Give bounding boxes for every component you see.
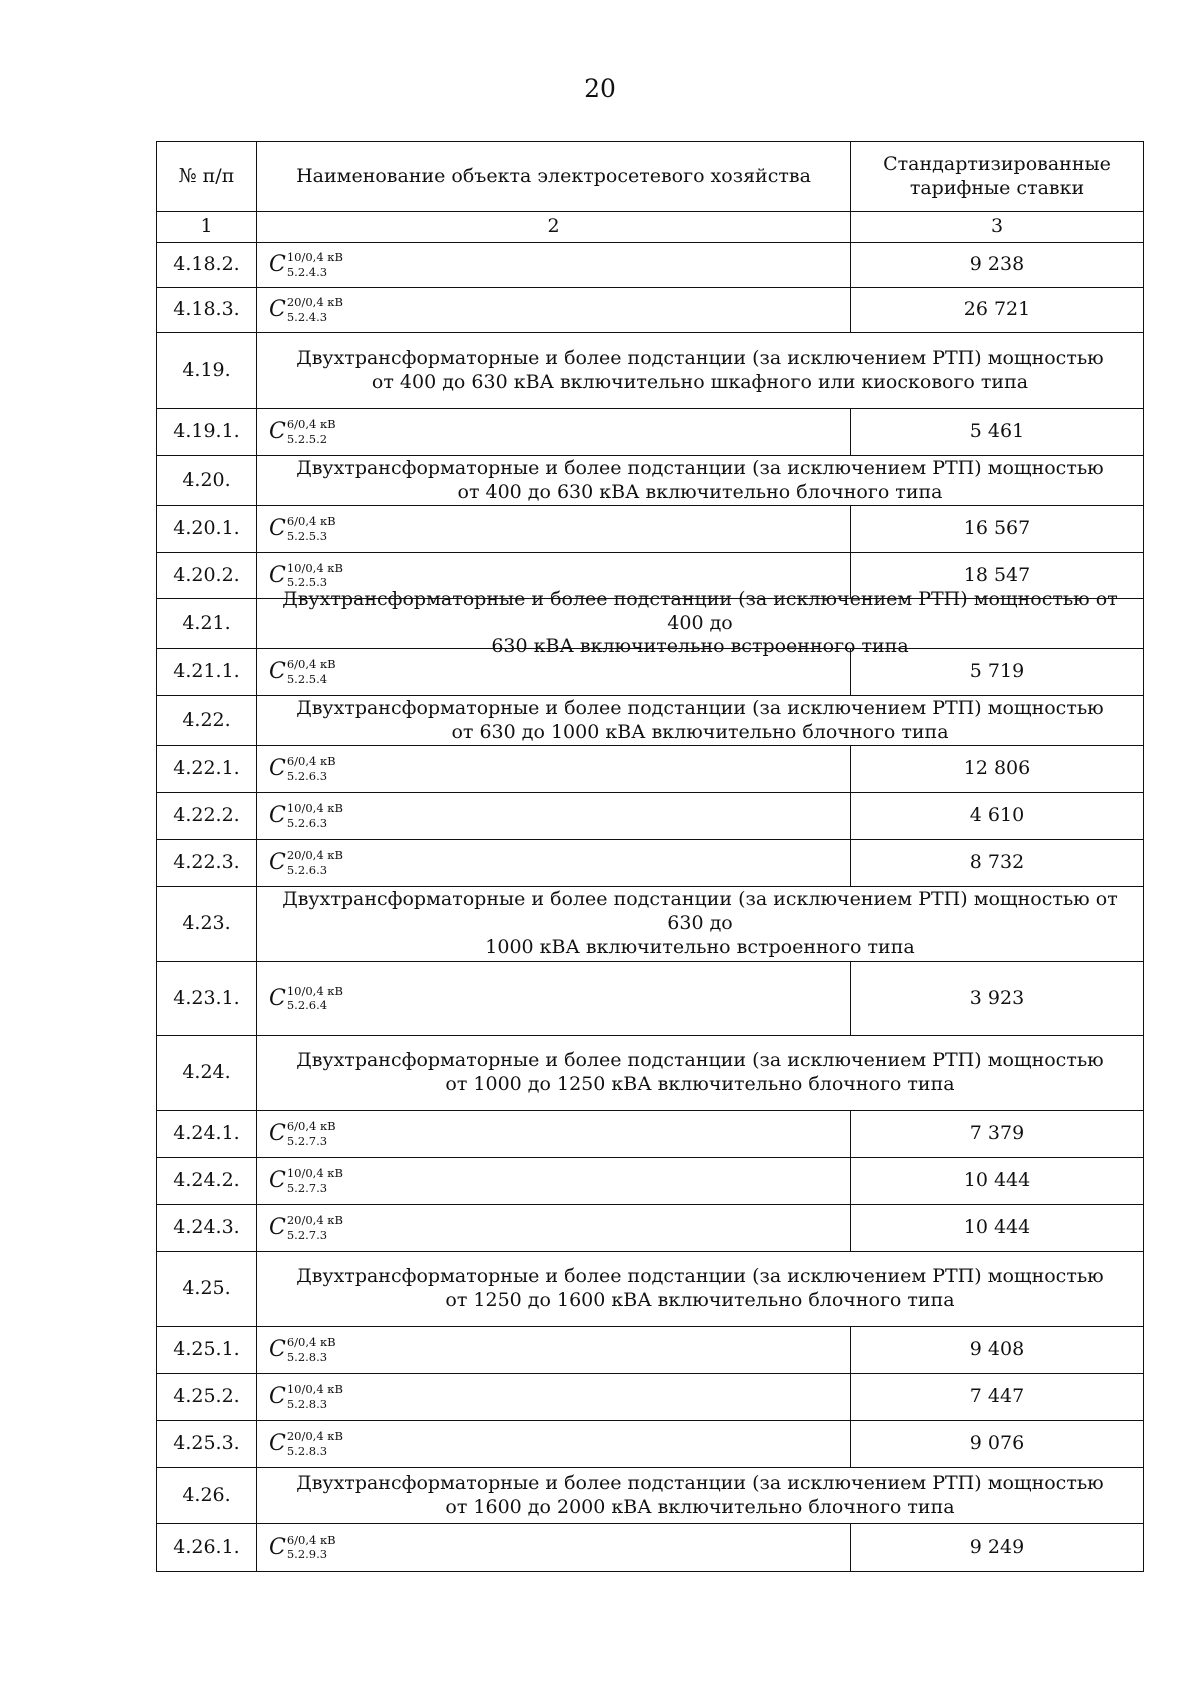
- formula-superscript: 10/0,4 кВ: [286, 560, 343, 575]
- formula-subscript: 5.2.8.3: [286, 1443, 328, 1458]
- formula-superscript: 10/0,4 кВ: [286, 801, 343, 815]
- tariff-formula-cell: [257, 409, 851, 455]
- formula-superscript: 10/0,4 кВ: [286, 1382, 343, 1396]
- table-row: [157, 1374, 1143, 1421]
- formula-subscript: 5.2.7.3: [286, 1180, 328, 1195]
- formula-indices: [286, 983, 343, 1012]
- tariff-value: 9 076: [969, 1432, 1025, 1455]
- row-number: 4.18.3.: [157, 288, 257, 332]
- formula-symbol: C: [269, 252, 286, 277]
- formula-symbol: C: [269, 1384, 286, 1409]
- row-number: 4.19.1.: [157, 409, 257, 455]
- formula-indices: [287, 850, 343, 876]
- formula-indices: [286, 560, 343, 589]
- section-row: [157, 1252, 1143, 1327]
- tariff-formula: [269, 516, 336, 542]
- tariff-formula: [269, 560, 343, 589]
- tariff-formula-cell: [257, 1524, 851, 1571]
- formula-symbol: C: [269, 1121, 286, 1146]
- header-tariff-line1: Стандартизированные: [883, 152, 1111, 175]
- tariff-formula-cell: [257, 1327, 851, 1373]
- tariff-table: [156, 141, 1144, 1572]
- header-object-name: Наименование объекта электросетевого хозяйства: [257, 142, 851, 211]
- formula-subscript: 5.2.5.4: [286, 671, 328, 686]
- tariff-formula-cell: [257, 840, 851, 886]
- formula-indices: [286, 1532, 336, 1561]
- row-number: 4.21.: [157, 599, 257, 648]
- tariff-formula: [269, 1384, 343, 1410]
- tariff-formula-cell: [257, 288, 851, 332]
- formula-superscript: 6/0,4 кВ: [286, 754, 336, 768]
- formula-symbol: C: [269, 516, 286, 541]
- formula-indices: [287, 1215, 343, 1241]
- row-number: 4.24.: [157, 1036, 257, 1110]
- table-row: [157, 962, 1143, 1036]
- table-row: [157, 793, 1143, 840]
- formula-indices: [287, 1168, 343, 1194]
- section-title-line2: от 1600 до 2000 кВА включительно блочного типа: [445, 1495, 955, 1518]
- tariff-formula: [269, 419, 336, 445]
- section-title-line1: Двухтрансформаторные и более подстанции (за исключением РТП) мощностью: [296, 1471, 1104, 1494]
- row-number: 4.21.1.: [157, 649, 257, 695]
- formula-superscript: 6/0,4 кВ: [286, 1532, 336, 1547]
- tariff-formula-cell: [257, 793, 851, 839]
- formula-indices: [287, 1121, 336, 1147]
- formula-indices: [287, 1337, 336, 1363]
- header-tariff-rates: [851, 142, 1143, 211]
- tariff-value: 26 721: [963, 298, 1031, 321]
- tariff-formula-cell: [257, 649, 851, 695]
- row-number: 4.24.3.: [157, 1205, 257, 1251]
- formula-subscript: 5.2.4.3: [286, 264, 328, 279]
- table-row: [157, 288, 1143, 333]
- column-number-1: 1: [157, 212, 257, 242]
- header-tariff-line2: тарифные ставки: [909, 176, 1085, 199]
- row-number: 4.22.: [157, 696, 257, 745]
- section-title-line1: Двухтрансформаторные и более подстанции (за исключением РТП) мощностью: [296, 346, 1104, 369]
- table-row: [157, 243, 1143, 288]
- section-title-line2: 630 кВА включительно встроенного типа: [491, 635, 909, 658]
- table-row: [157, 746, 1143, 793]
- formula-subscript: 5.2.6.4: [286, 998, 328, 1012]
- formula-superscript: 10/0,4 кВ: [286, 250, 343, 264]
- tariff-value: 5 719: [969, 660, 1025, 683]
- tariff-formula: [269, 1215, 343, 1241]
- formula-superscript: 10/0,4 кВ: [286, 983, 343, 998]
- column-number-3: 3: [990, 215, 1004, 238]
- formula-subscript: 5.2.5.2: [286, 431, 328, 446]
- formula-superscript: 20/0,4 кВ: [286, 295, 343, 309]
- row-number: 4.25.3.: [157, 1421, 257, 1467]
- tariff-formula-cell: [257, 1158, 851, 1204]
- tariff-value: 10 444: [963, 1216, 1031, 1239]
- formula-symbol: C: [269, 1168, 286, 1193]
- section-title: [257, 1252, 1143, 1326]
- formula-subscript: 5.2.9.3: [286, 1547, 328, 1561]
- column-number-2: 2: [257, 212, 851, 242]
- table-header-row: [157, 142, 1143, 212]
- tariff-value: 18 547: [963, 563, 1031, 586]
- row-number: 4.22.1.: [157, 746, 257, 792]
- tariff-value: 9 249: [969, 1535, 1025, 1558]
- table-row: [157, 1524, 1143, 1571]
- formula-symbol: C: [269, 419, 286, 444]
- table-row: [157, 840, 1143, 887]
- formula-subscript: 5.2.7.3: [286, 1133, 328, 1148]
- formula-subscript: 5.2.6.3: [286, 862, 328, 877]
- table-row: [157, 649, 1143, 696]
- formula-superscript: 20/0,4 кВ: [286, 1429, 343, 1443]
- formula-superscript: 6/0,4 кВ: [286, 417, 336, 431]
- row-number: 4.23.1.: [157, 962, 257, 1035]
- row-number: 4.22.3.: [157, 840, 257, 886]
- row-number: 4.25.2.: [157, 1374, 257, 1420]
- section-title-line2: от 630 до 1000 кВА включительно блочного типа: [451, 720, 949, 743]
- formula-subscript: 5.2.7.3: [286, 1227, 328, 1242]
- tariff-formula: [269, 850, 343, 876]
- section-title: [257, 696, 1143, 745]
- formula-superscript: 6/0,4 кВ: [286, 657, 336, 671]
- section-title-line1: Двухтрансформаторные и более подстанции (за исключением РТП) мощностью: [296, 1265, 1104, 1288]
- section-title-line2: 1000 кВА включительно встроенного типа: [485, 935, 915, 958]
- formula-symbol: C: [269, 1215, 286, 1240]
- tariff-formula-cell: [257, 1205, 851, 1251]
- section-row: [157, 456, 1143, 506]
- formula-symbol: C: [269, 562, 286, 588]
- tariff-value: 10 444: [963, 1169, 1031, 1192]
- formula-subscript: 5.2.8.3: [286, 1349, 328, 1364]
- table-row: [157, 1421, 1143, 1468]
- tariff-formula-cell: [257, 1421, 851, 1467]
- formula-symbol: C: [269, 756, 286, 781]
- tariff-value: 9 238: [969, 253, 1025, 276]
- formula-indices: [287, 516, 336, 542]
- formula-subscript: 5.2.6.3: [286, 768, 328, 783]
- section-title: [257, 333, 1143, 408]
- tariff-formula: [269, 252, 343, 278]
- formula-subscript: 5.2.5.3: [286, 528, 328, 543]
- section-title-line2: от 400 до 630 кВА включительно блочного типа: [457, 480, 943, 503]
- row-number: 4.19.: [157, 333, 257, 408]
- tariff-value: 5 461: [969, 420, 1025, 443]
- formula-subscript: 5.2.5.3: [286, 575, 328, 589]
- tariff-formula: [269, 297, 343, 323]
- formula-superscript: 10/0,4 кВ: [286, 1166, 343, 1180]
- tariff-value: 7 447: [969, 1385, 1025, 1408]
- formula-indices: [287, 1384, 343, 1410]
- table-row: [157, 1111, 1143, 1158]
- row-number: 4.26.: [157, 1468, 257, 1523]
- tariff-formula-cell: [257, 506, 851, 552]
- formula-superscript: 6/0,4 кВ: [286, 1119, 336, 1133]
- formula-symbol: C: [269, 1534, 286, 1560]
- formula-superscript: 20/0,4 кВ: [286, 1213, 343, 1227]
- section-title: [257, 587, 1143, 658]
- tariff-value: 16 567: [963, 517, 1031, 540]
- formula-symbol: C: [269, 297, 286, 322]
- row-number: 4.25.1.: [157, 1327, 257, 1373]
- row-number: 4.25.: [157, 1252, 257, 1326]
- section-title-line2: от 1000 до 1250 кВА включительно блочного типа: [445, 1073, 955, 1095]
- formula-indices: [287, 252, 343, 278]
- row-number: 4.24.1.: [157, 1111, 257, 1157]
- section-title-line1: Двухтрансформаторные и более подстанции (за исключением РТП) мощностью от 630 до: [282, 888, 1118, 935]
- formula-indices: [287, 297, 343, 323]
- header-number: № п/п: [157, 142, 257, 211]
- table-row: [157, 506, 1143, 553]
- formula-symbol: C: [269, 1431, 286, 1456]
- tariff-formula: [269, 756, 336, 782]
- formula-indices: [287, 756, 336, 782]
- table-row: [157, 1158, 1143, 1205]
- row-number: 4.23.: [157, 887, 257, 961]
- row-number: 4.26.1.: [157, 1524, 257, 1571]
- formula-symbol: C: [269, 803, 286, 828]
- tariff-formula: [269, 803, 343, 829]
- column-numbers-row: [157, 212, 1143, 243]
- section-title-line1: Двухтрансформаторные и более подстанции (за исключением РТП) мощностью: [296, 696, 1104, 719]
- formula-superscript: 6/0,4 кВ: [286, 1335, 336, 1349]
- table-body: [157, 243, 1143, 1571]
- section-title: [257, 456, 1143, 505]
- tariff-value: 12 806: [963, 757, 1031, 780]
- section-title: [257, 1468, 1143, 1523]
- page-number: 20: [584, 74, 616, 103]
- tariff-value: 8 732: [969, 851, 1025, 874]
- table-row: [157, 1327, 1143, 1374]
- row-number: 4.24.2.: [157, 1158, 257, 1204]
- row-number: 4.20.: [157, 456, 257, 505]
- formula-subscript: 5.2.6.3: [286, 815, 328, 830]
- tariff-formula-cell: [257, 962, 851, 1035]
- row-number: 4.20.2.: [157, 553, 257, 598]
- tariff-formula-cell: [257, 746, 851, 792]
- section-title-line1: Двухтрансформаторные и более подстанции (за исключением РТП) мощностью: [296, 456, 1104, 479]
- tariff-formula: [269, 983, 343, 1012]
- section-title-line2: от 400 до 630 кВА включительно шкафного или киоскового типа: [371, 370, 1029, 393]
- formula-symbol: C: [269, 659, 286, 684]
- row-number: 4.20.1.: [157, 506, 257, 552]
- section-title: [257, 887, 1143, 961]
- table-row: [157, 1205, 1143, 1252]
- formula-subscript: 5.2.8.3: [286, 1396, 328, 1411]
- formula-indices: [287, 803, 343, 829]
- section-row: [157, 887, 1143, 962]
- section-row: [157, 333, 1143, 409]
- formula-symbol: C: [269, 850, 286, 875]
- section-row: [157, 1036, 1143, 1111]
- tariff-formula-cell: [257, 1111, 851, 1157]
- tariff-value: 9 408: [969, 1338, 1025, 1361]
- formula-indices: [287, 1431, 343, 1457]
- tariff-formula-cell: [257, 1374, 851, 1420]
- formula-symbol: C: [269, 1337, 286, 1362]
- formula-superscript: 6/0,4 кВ: [286, 514, 336, 528]
- tariff-formula: [269, 1337, 336, 1363]
- section-row: [157, 1468, 1143, 1524]
- row-number: 4.22.2.: [157, 793, 257, 839]
- formula-indices: [287, 419, 336, 445]
- tariff-formula: [269, 1532, 336, 1561]
- tariff-value: 4 610: [969, 804, 1025, 827]
- formula-symbol: C: [269, 985, 286, 1011]
- tariff-formula: [269, 1168, 343, 1194]
- table-row: [157, 409, 1143, 456]
- section-row: [157, 696, 1143, 746]
- section-title-line2: от 1250 до 1600 кВА включительно блочного типа: [445, 1289, 955, 1311]
- formula-subscript: 5.2.4.3: [286, 309, 328, 324]
- section-title-line1: Двухтрансформаторные и более подстанции (за исключением РТП) мощностью от 400 до: [282, 587, 1118, 634]
- tariff-formula: [269, 659, 336, 685]
- formula-indices: [287, 659, 336, 685]
- tariff-value: 7 379: [969, 1122, 1025, 1145]
- tariff-formula: [269, 1431, 343, 1457]
- formula-superscript: 20/0,4 кВ: [286, 848, 343, 862]
- section-row: [157, 587, 1143, 658]
- row-number: 4.18.2.: [157, 243, 257, 287]
- tariff-value: 3 923: [969, 986, 1025, 1009]
- section-title-line1: Двухтрансформаторные и более подстанции (за исключением РТП) мощностью: [296, 1049, 1104, 1072]
- section-title: [257, 1036, 1143, 1110]
- tariff-formula-cell: [257, 243, 851, 287]
- tariff-formula: [269, 1121, 336, 1147]
